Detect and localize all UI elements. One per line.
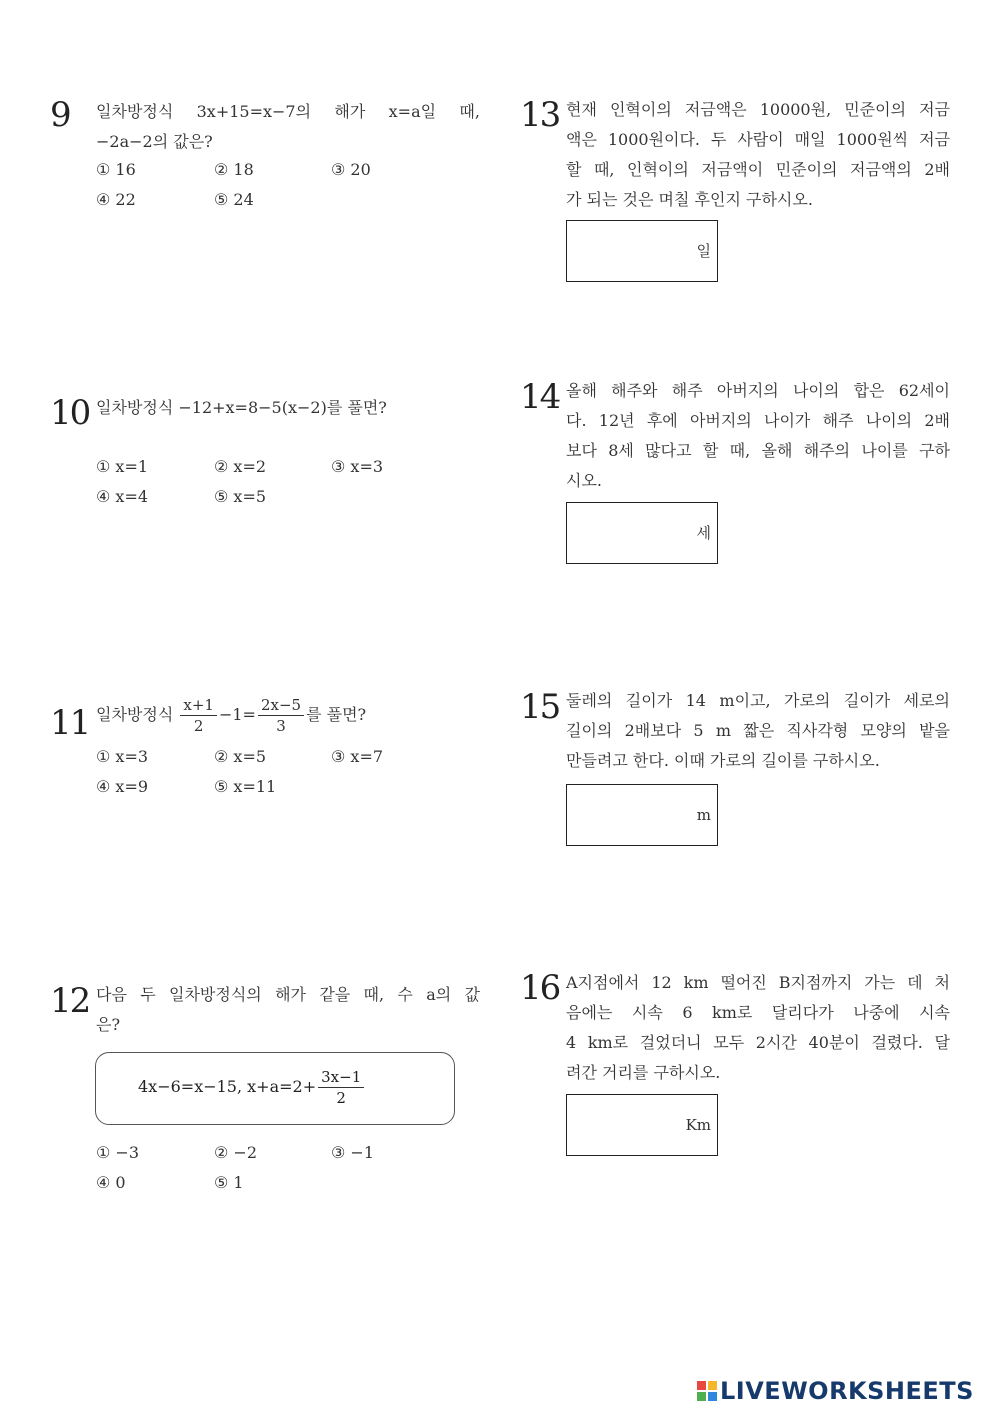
fraction: $\frac{3x-1}{2}$: [318, 1067, 364, 1108]
unit-label: m: [696, 806, 711, 824]
question-number: 11: [50, 703, 90, 743]
option-2[interactable]: ② 18: [214, 160, 254, 179]
option-4[interactable]: ④ 22: [96, 190, 136, 209]
question-text: 올해 해주와 해주 아버지의 나이의 합은 62세이 다. 12년 후에 아버지의 나이가 해주 나이의 2배 보다 8세 많다고 할 때, 올해 해주의 나이를 구하 시오.: [566, 381, 950, 490]
question-number: 14: [520, 377, 560, 417]
question-number: 9: [50, 95, 70, 135]
question-text: A지점에서 12 km 떨어진 B지점까지 가는 데 처 음에는 시속 6 km로 달리다가 나중에 시속 4 km로 걸었더니 모두 2시간 40분이 걸렸다. 달 려간 거리를 구하시오.: [566, 973, 950, 1082]
question-number: 15: [520, 687, 560, 727]
answer-input[interactable]: [566, 220, 718, 282]
answer-input[interactable]: [566, 1094, 718, 1156]
logo-block: [708, 1381, 717, 1390]
question-text: 현재 인혁이의 저금액은 10000원, 민준이의 저금 액은 1000원이다. 두 사람이 매일 1000원씩 저금 할 때, 인혁이의 저금액이 민준이의 저금액의 2배 가 되는 것은 며칠 후인지 구하시오.: [566, 100, 950, 209]
option-5[interactable]: ⑤ x=11: [214, 777, 277, 796]
option-1[interactable]: ① 16: [96, 160, 136, 179]
unit-label: 세: [696, 524, 711, 542]
answer-input[interactable]: [566, 784, 718, 846]
question-number: 16: [520, 968, 560, 1008]
option-4[interactable]: ④ 0: [96, 1173, 126, 1192]
option-1[interactable]: ① x=3: [96, 747, 149, 766]
option-1[interactable]: ① x=1: [96, 457, 149, 476]
liveworksheets-logo[interactable]: [697, 1378, 974, 1404]
question-text: 둘레의 길이가 14 m이고, 가로의 길이가 세로의 길이의 2배보다 5 m 짧은 직사각형 모양의 밭을 만들려고 한다. 이때 가로의 길이를 구하시오.: [566, 691, 950, 770]
option-5[interactable]: ⑤ 24: [214, 190, 254, 209]
question-number: 10: [50, 393, 90, 433]
unit-label: Km: [685, 1116, 711, 1134]
option-5[interactable]: ⑤ x=5: [214, 487, 267, 506]
option-2[interactable]: ② −2: [214, 1143, 258, 1162]
fraction: $\frac{2x-5}{3}$: [258, 695, 304, 736]
option-4[interactable]: ④ x=4: [96, 487, 149, 506]
logo-icon: [697, 1381, 717, 1401]
option-3[interactable]: ③ 20: [331, 160, 371, 179]
fraction: $\frac{x+1}{2}$: [180, 695, 217, 736]
option-2[interactable]: ② x=5: [214, 747, 267, 766]
question-text: 일차방정식 −12+x=8−5(x−2)를 풀면?: [96, 398, 387, 417]
brand-name: LIVEWORKSHEETS: [720, 1377, 974, 1405]
unit-label: 일: [696, 242, 711, 260]
question-number: 12: [50, 981, 90, 1021]
option-3[interactable]: ③ x=7: [331, 747, 384, 766]
option-1[interactable]: ① −3: [96, 1143, 140, 1162]
question-number: 13: [520, 95, 560, 135]
option-3[interactable]: ③ −1: [331, 1143, 375, 1162]
question-text: 일차방정식 3x+15=x−7의 해가 x=a일 때, −2a−2의 값은?: [96, 102, 480, 151]
option-4[interactable]: ④ x=9: [96, 777, 149, 796]
logo-block: [697, 1381, 706, 1390]
option-3[interactable]: ③ x=3: [331, 457, 384, 476]
option-2[interactable]: ② x=2: [214, 457, 267, 476]
equation-box: 4x−6=x−15, x+a=2+ $\frac{3x-1}{2}$: [95, 1052, 455, 1125]
logo-block: [708, 1392, 717, 1401]
logo-block: [697, 1392, 706, 1401]
option-5[interactable]: ⑤ 1: [214, 1173, 244, 1192]
answer-input[interactable]: [566, 502, 718, 564]
question-text: 일차방정식 $\frac{x+1}{2}$ −1= $\frac{2x-5}{3}$ 를 풀면?: [96, 696, 367, 735]
question-text: 다음 두 일차방정식의 해가 같을 때, 수 a의 값 은?: [96, 985, 480, 1034]
